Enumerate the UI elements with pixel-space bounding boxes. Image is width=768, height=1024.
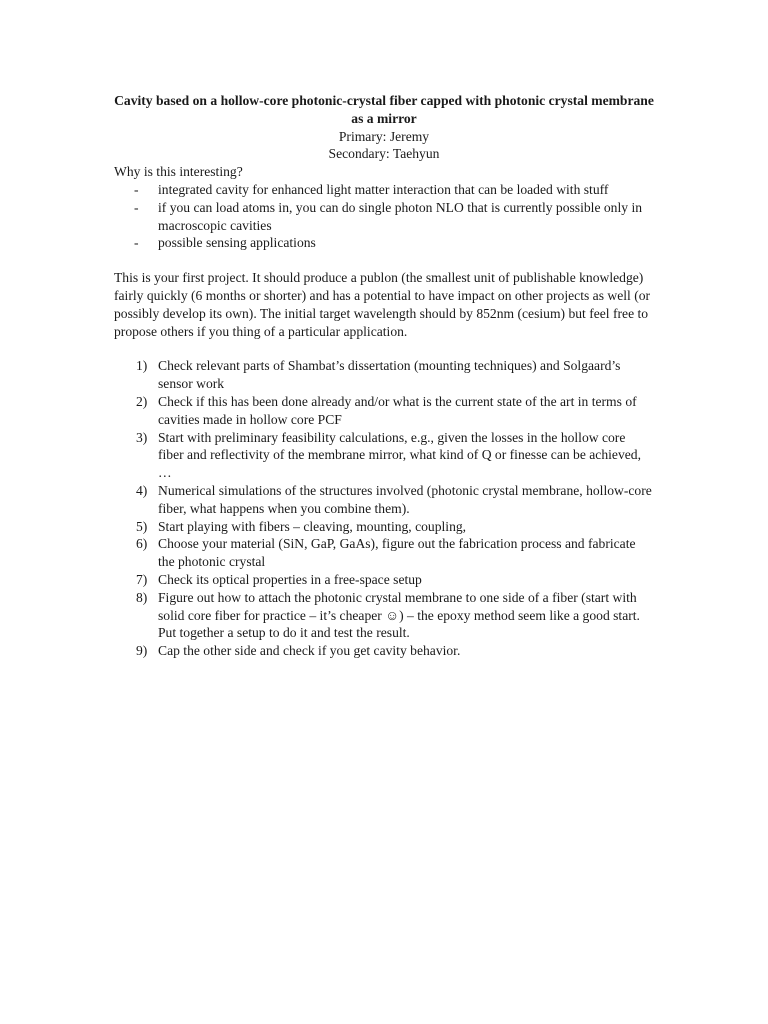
motivation-item-text: integrated cavity for enhanced light matter interaction that can be loaded with stuff (158, 181, 609, 197)
step-number: 7) (136, 571, 148, 587)
steps-list (114, 357, 654, 660)
step-item (114, 357, 654, 393)
step-text: Start with preliminary feasibility calculations, e.g., given the losses in the hollow core fiber and reflectivity of the membrane mirror, what kind of Q or finesse can be achieved, … (158, 429, 641, 481)
step-item (114, 393, 654, 429)
step-number: 9) (136, 643, 148, 659)
step-item (114, 642, 654, 660)
project-description: This is your first project. It should produce a publon (the smallest unit of publishable knowledge) fairly quickly (6 months or shorter) and has a potential to have impact on other projects as well (or possibly develop its own). The initial target wavelength should by 852nm (cesium) but feel free to propose others if you thing of a particular application. (114, 270, 651, 339)
step-text: Check its optical properties in a free-space setup (158, 571, 422, 587)
bullet-dash: - (134, 199, 139, 215)
document-title: Cavity based on a hollow-core photonic-crystal fiber capped with photonic crystal membrane as a mirror (114, 93, 654, 126)
step-item (114, 429, 654, 482)
step-text: Start playing with fibers – cleaving, mounting, coupling, (158, 518, 467, 534)
step-text: Check relevant parts of Shambat’s dissertation (mounting techniques) and Solgaard’s sensor work (158, 358, 621, 392)
motivation-item (114, 199, 654, 235)
step-item (114, 571, 654, 589)
document-page (114, 92, 654, 660)
motivation-list (114, 181, 654, 252)
step-item (114, 535, 654, 571)
step-number: 8) (136, 589, 148, 605)
motivation-heading: Why is this interesting? (114, 164, 243, 180)
step-number: 5) (136, 518, 148, 534)
bullet-dash: - (134, 181, 139, 197)
step-text: Numerical simulations of the structures involved (photonic crystal membrane, hollow-core fiber, what happens when you combine them). (158, 482, 652, 516)
primary-assignee: Primary: Jeremy (338, 128, 430, 144)
secondary-assignee: Secondary: Taehyun (328, 146, 440, 162)
step-number: 4) (136, 482, 148, 498)
step-item (114, 589, 654, 642)
step-number: 1) (136, 358, 148, 374)
motivation-item-text: possible sensing applications (158, 235, 316, 251)
motivation-item (114, 181, 654, 199)
motivation-item-text: if you can load atoms in, you can do single photon NLO that is currently possible only in macroscopic cavities (158, 199, 643, 233)
bullet-dash: - (134, 235, 139, 251)
step-text: Figure out how to attach the photonic crystal membrane to one side of a fiber (start with solid core fiber for practice – it’s cheaper ☺) – the epoxy method seem like a good start. Put together a setup to do it and test the result. (158, 589, 640, 641)
step-text: Choose your material (SiN, GaP, GaAs), figure out the fabrication process and fabricate the photonic crystal (158, 536, 636, 570)
step-text: Cap the other side and check if you get cavity behavior. (158, 643, 461, 659)
step-text: Check if this has been done already and/or what is the current state of the art in terms of cavities made in hollow core PCF (158, 393, 637, 427)
step-number: 6) (136, 536, 148, 552)
step-number: 3) (136, 429, 148, 445)
step-item (114, 482, 654, 518)
step-number: 2) (136, 393, 148, 409)
step-item (114, 518, 654, 536)
motivation-item (114, 234, 654, 252)
